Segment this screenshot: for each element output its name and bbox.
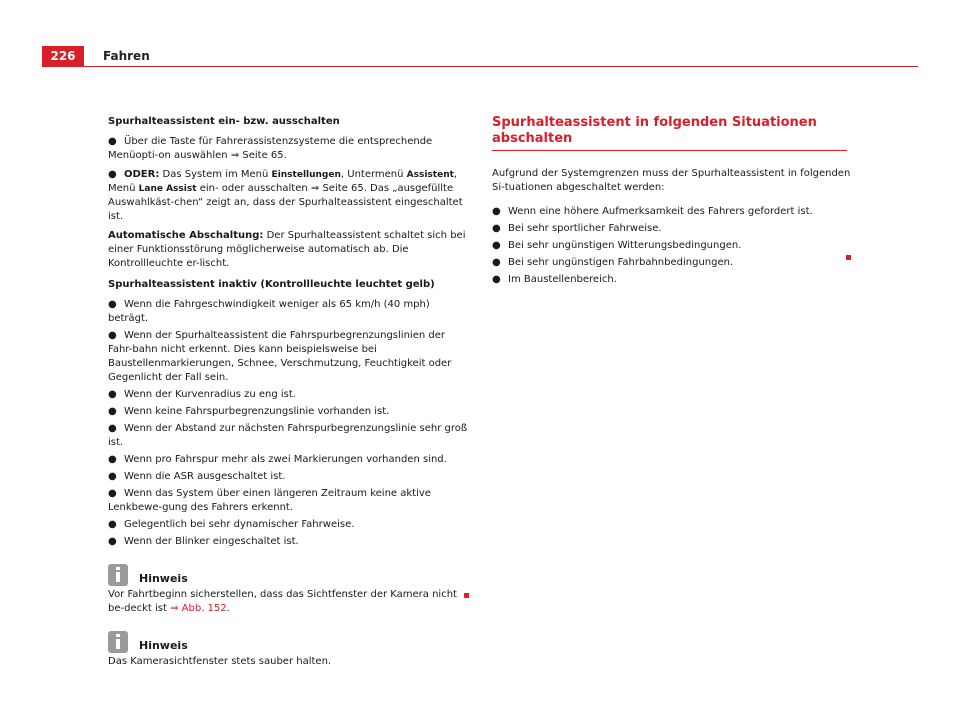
list-item: ● Wenn der Kurvenradius zu eng ist.: [108, 389, 296, 400]
section-heading-toggle: Spurhalteassistent ein- bzw. ausschalten: [108, 116, 340, 127]
list-item: ● Wenn der Spurhalteassistent die Fahrspurbegrenzungslinien der Fahr-bahn nicht erkennt. Dies kann beispielsweise bei Baustellenmarkierungen, Schnee, Verschmutzung, Feuchtigkeit oder Gegenlicht der Fall sein.: [108, 330, 452, 383]
menu-name: Assistent: [406, 170, 454, 180]
list-item: ● Wenn die Fahrgeschwindigkeit weniger als 65 km/h (40 mph) beträgt.: [108, 299, 430, 324]
left-column: [108, 115, 468, 675]
header-rule: [42, 66, 918, 67]
page-header: [42, 46, 918, 67]
intro-text: Aufgrund der Systemgrenzen muss der Spurhalteassistent in folgenden Si-tuationen abgeschaltet werden:: [492, 168, 851, 193]
note-title: Hinweis: [139, 572, 188, 585]
menu-name: Einstellungen: [271, 170, 341, 180]
list-item: ● Im Baustellenbereich.: [492, 274, 617, 285]
list-item: ● Bei sehr sportlicher Fahrweise.: [492, 223, 662, 234]
figure-link[interactable]: ⇒ Abb. 152: [170, 603, 227, 614]
note-text: Das Kamerasichtfenster stets sauber halten.: [108, 656, 332, 667]
list-item: ● Wenn der Blinker eingeschaltet ist.: [108, 536, 299, 547]
right-column: [492, 115, 852, 290]
list-item: ● Wenn das System über einen längeren Zeitraum keine aktive Lenkbewe-gung des Fahrers erkennt.: [108, 488, 431, 513]
list-item: ● Wenn eine höhere Aufmerksamkeit des Fahrers gefordert ist.: [492, 206, 813, 217]
info-note-icon: [108, 631, 128, 653]
inactive-conditions-list: [108, 298, 468, 549]
list-item: ● ODER: Das System im Menü Einstellungen, Untermenü Assistent, Menü Lane Assist ein- oder ausschalten ⇒ Seite 65. Das „ausgefüllte Auswahlkäst-chen“ zeigt an, dass der Spurhalteassistent eingeschaltet ist.: [108, 169, 463, 222]
section-end-marker: [464, 593, 469, 598]
chapter-title: Fahren: [103, 49, 150, 63]
list-item: ● Wenn pro Fahrspur mehr als zwei Markierungen vorhanden sind.: [108, 454, 447, 465]
list-item: ● Wenn keine Fahrspurbegrenzungslinie vorhanden ist.: [108, 406, 390, 417]
page-number: 226: [42, 46, 84, 66]
shutoff-situations-list: [492, 205, 852, 287]
note-text: Vor Fahrtbeginn sicherstellen, dass das Sichtfenster der Kamera nicht be-deckt ist ⇒ Abb. 152.: [108, 589, 457, 614]
menu-name: Lane Assist: [138, 184, 197, 194]
section-end-marker: [846, 255, 851, 260]
note-title: Hinweis: [139, 639, 188, 652]
info-note-icon: [108, 564, 128, 586]
list-item: ● Bei sehr ungünstigen Witterungsbedingungen.: [492, 240, 742, 251]
list-item: ● Wenn die ASR ausgeschaltet ist.: [108, 471, 286, 482]
list-item: ● Bei sehr ungünstigen Fahrbahnbedingungen.: [492, 257, 734, 268]
section-title: Spurhalteassistent in folgenden Situationen abschalten: [492, 115, 847, 151]
auto-shutoff-paragraph: Automatische Abschaltung: Der Spurhalteassistent schaltet sich bei einer Funktionsstörung möglicherweise automatisch ab. Die Kontrollleuchte er-lischt.: [108, 230, 466, 269]
note-box: [108, 561, 468, 616]
list-item: ● Wenn der Abstand zur nächsten Fahrspurbegrenzungslinie sehr groß ist.: [108, 423, 468, 448]
note-box: [108, 628, 468, 669]
section-heading-inactive: Spurhalteassistent inaktiv (Kontrollleuchte leuchtet gelb): [108, 279, 435, 290]
list-item: ● Über die Taste für Fahrerassistenzsysteme die entsprechende Menüopti-on auswählen ⇒ Seite 65.: [108, 136, 433, 161]
list-item: ● Gelegentlich bei sehr dynamischer Fahrweise.: [108, 519, 355, 530]
